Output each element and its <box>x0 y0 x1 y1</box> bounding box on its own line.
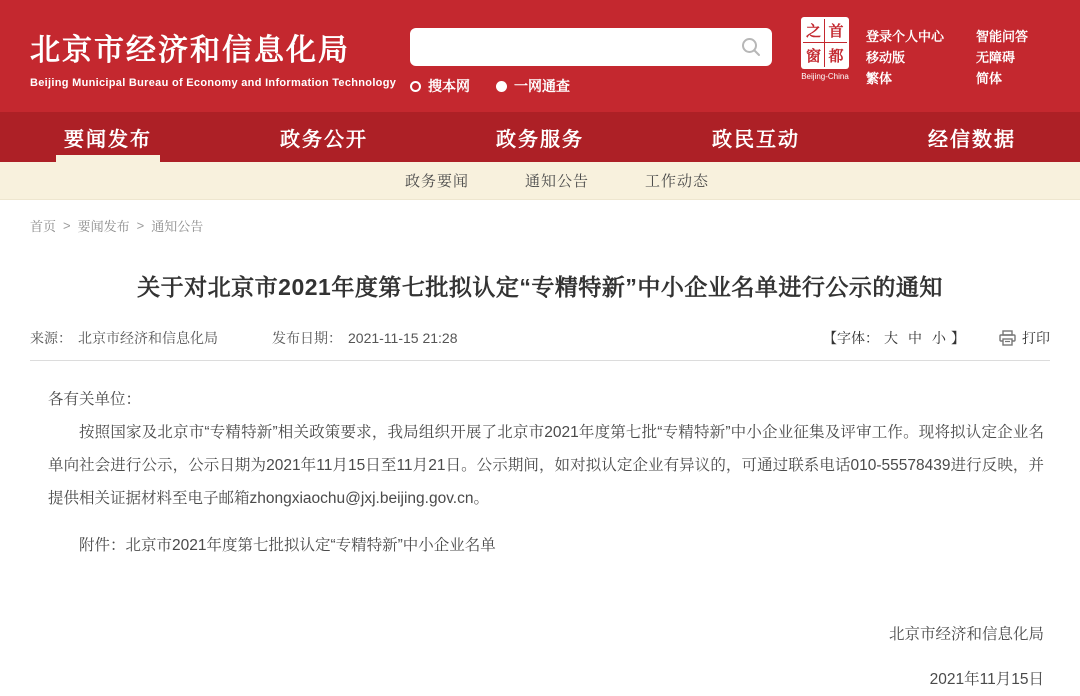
article-meta-right <box>823 328 1050 348</box>
link-simplified-chinese[interactable]: 简体 <box>976 71 1003 86</box>
nav-item-news-release[interactable]: 要闻发布 <box>0 112 216 162</box>
signature-block <box>48 618 1044 696</box>
link-traditional-chinese[interactable]: 繁体 <box>866 71 893 86</box>
breadcrumb <box>0 200 1080 235</box>
subnav-item-notices[interactable]: 通知公告 <box>524 173 589 190</box>
article-paragraph: 按照国家及北京市“专精特新”相关政策要求，我局组织开展了北京市2021年度第七批“专精特新”中小企业征集及评审工作。现将拟认定企业名单向社会进行公示，公示日期为2021年11月15日至11月21日。公示期间，如对拟认定企业有异议的，可通过联系电话010-55578439进行反映，并提供相关证据材料至电子邮箱zhongxiaochu@jxj.beijing.gov.cn。 <box>48 424 1044 507</box>
seal-caption: Beijing-China <box>801 72 849 81</box>
quick-links <box>866 26 1028 89</box>
nav-item-public-interaction[interactable]: 政民互动 <box>712 128 800 151</box>
search-area <box>410 28 772 96</box>
publish-date-value: 2021-11-15 21:28 <box>348 330 458 346</box>
article-meta <box>30 328 1050 348</box>
search-scope-network[interactable] <box>496 76 570 96</box>
search-scope-row <box>410 76 772 96</box>
search-box[interactable] <box>410 28 772 66</box>
printer-icon <box>999 330 1016 346</box>
quick-links-col1 <box>866 26 944 89</box>
nav-item-gov-disclosure[interactable]: 政务公开 <box>280 128 368 151</box>
seal-char: 首 <box>825 19 847 43</box>
scope-site-label: 搜本网 <box>428 78 470 94</box>
publish-date-label: 发布日期： <box>272 330 342 346</box>
font-size-bracket-open: 【字体： <box>823 330 879 346</box>
font-size-bracket-close: 】 <box>951 330 965 346</box>
breadcrumb-separator: > <box>63 218 71 233</box>
link-login-center[interactable]: 登录个人中心 <box>866 29 945 44</box>
nav-item-gov-services[interactable]: 政务服务 <box>496 128 584 151</box>
signature-date: 2021年11月15日 <box>929 671 1044 688</box>
search-scope-site[interactable] <box>410 76 470 96</box>
breadcrumb-notices[interactable]: 通知公告 <box>151 219 204 234</box>
nav-item-economic-data[interactable]: 经信数据 <box>928 128 1016 151</box>
search-icon[interactable] <box>740 36 762 58</box>
print-button[interactable] <box>999 328 1050 348</box>
seal-grid <box>801 17 849 69</box>
article-body <box>0 361 1080 696</box>
site-header <box>0 0 1080 112</box>
subnav-item-gov-news[interactable]: 政务要闻 <box>404 173 469 190</box>
radio-dot-icon <box>496 81 507 92</box>
attachment-line: 附件：北京市2021年度第七批拟认定“专精特新”中小企业名单 <box>79 537 496 554</box>
radio-ring-icon <box>410 81 421 92</box>
site-brand <box>30 25 396 89</box>
source-label: 来源： <box>30 330 72 346</box>
subnav-item-work-trends[interactable]: 工作动态 <box>645 173 710 190</box>
article-meta-left <box>30 328 458 348</box>
link-accessibility[interactable]: 无障碍 <box>976 50 1016 65</box>
link-mobile-version[interactable]: 移动版 <box>866 50 906 65</box>
breadcrumb-home[interactable]: 首页 <box>30 219 57 234</box>
quick-links-col2 <box>976 26 1028 89</box>
source-value: 北京市经济和信息化局 <box>78 330 218 346</box>
sub-nav <box>0 162 1080 200</box>
font-size-medium-button[interactable]: 中 <box>908 330 922 346</box>
print-label: 打印 <box>1022 330 1050 346</box>
signature-name: 北京市经济和信息化局 <box>888 626 1044 643</box>
page-title: 关于对北京市2021年度第七批拟认定“专精特新”中小企业名单进行公示的通知 <box>137 274 943 300</box>
main-nav <box>0 112 1080 162</box>
font-size-small-button[interactable]: 小 <box>932 330 946 346</box>
scope-network-label: 一网通查 <box>514 78 570 94</box>
search-input[interactable] <box>410 28 732 66</box>
link-smart-qa[interactable]: 智能问答 <box>976 29 1029 44</box>
capital-window-logo[interactable] <box>799 17 851 81</box>
breadcrumb-separator: > <box>136 218 145 233</box>
seal-char: 都 <box>828 47 844 65</box>
seal-char: 之 <box>803 19 825 43</box>
seal-char: 窗 <box>803 43 825 67</box>
salutation: 各有关单位： <box>48 391 142 408</box>
breadcrumb-news-release[interactable]: 要闻发布 <box>77 219 130 234</box>
site-title: 北京市经济和信息化局 <box>30 34 350 67</box>
site-subtitle: Beijing Municipal Bureau of Economy and Information Technology <box>30 77 397 89</box>
font-size-large-button[interactable]: 大 <box>884 330 898 346</box>
